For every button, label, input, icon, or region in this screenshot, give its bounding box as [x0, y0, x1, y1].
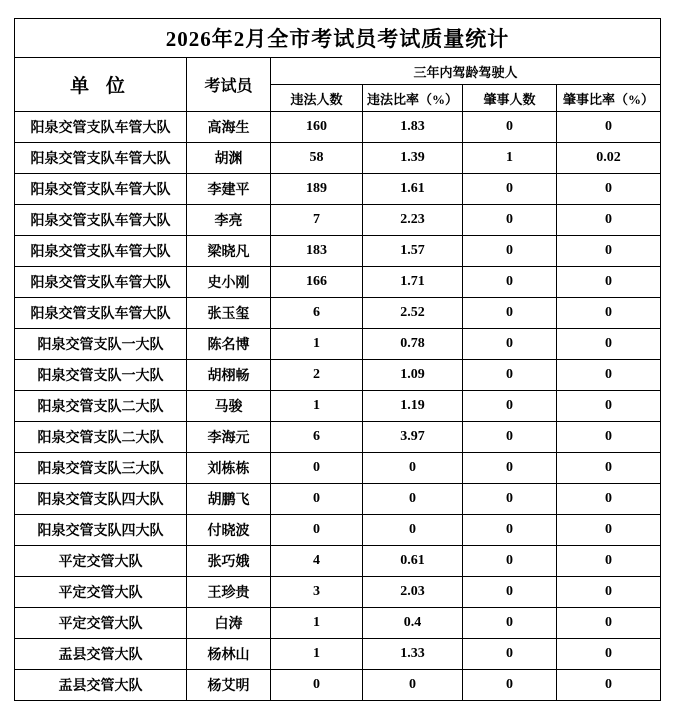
- cell-violation-count: 3: [271, 577, 363, 608]
- table-body: [15, 19, 661, 701]
- cell-violation-rate: 1.57: [363, 236, 463, 267]
- cell-accident-count: 0: [463, 236, 557, 267]
- cell-violation-count: 2: [271, 360, 363, 391]
- table-row: [15, 453, 661, 484]
- cell-accident-rate: 0: [557, 484, 661, 515]
- cell-violation-rate: 1.39: [363, 143, 463, 174]
- cell-examiner: 张玉玺: [187, 298, 271, 329]
- cell-accident-rate: 0: [557, 360, 661, 391]
- cell-accident-count: 0: [463, 422, 557, 453]
- cell-violation-rate: 1.09: [363, 360, 463, 391]
- cell-violation-count: 0: [271, 484, 363, 515]
- cell-accident-rate: 0: [557, 608, 661, 639]
- table-row: [15, 236, 661, 267]
- cell-violation-count: 0: [271, 515, 363, 546]
- cell-violation-rate: 2.23: [363, 205, 463, 236]
- cell-unit: 阳泉交管支队四大队: [15, 515, 187, 546]
- cell-unit: 平定交管大队: [15, 546, 187, 577]
- cell-accident-rate: 0: [557, 236, 661, 267]
- table-row: [15, 267, 661, 298]
- cell-violation-count: 1: [271, 608, 363, 639]
- cell-accident-count: 0: [463, 515, 557, 546]
- cell-violation-count: 183: [271, 236, 363, 267]
- column-header-accident-count: 肇事人数: [463, 85, 557, 112]
- cell-accident-rate: 0: [557, 639, 661, 670]
- cell-violation-count: 160: [271, 112, 363, 143]
- column-group-header: 三年内驾龄驾驶人: [271, 58, 661, 85]
- cell-accident-count: 0: [463, 577, 557, 608]
- cell-violation-count: 166: [271, 267, 363, 298]
- cell-examiner: 李建平: [187, 174, 271, 205]
- cell-unit: 盂县交管大队: [15, 670, 187, 701]
- cell-accident-rate: 0: [557, 391, 661, 422]
- table-row: [15, 329, 661, 360]
- cell-accident-count: 0: [463, 639, 557, 670]
- cell-unit: 平定交管大队: [15, 608, 187, 639]
- cell-accident-rate: 0: [557, 267, 661, 298]
- cell-accident-count: 0: [463, 329, 557, 360]
- column-header-violation-rate: 违法比率（%）: [363, 85, 463, 112]
- table-row: [15, 670, 661, 701]
- table-row: [15, 174, 661, 205]
- cell-unit: 阳泉交管支队二大队: [15, 391, 187, 422]
- cell-violation-count: 1: [271, 639, 363, 670]
- cell-unit: 盂县交管大队: [15, 639, 187, 670]
- cell-examiner: 胡栩畅: [187, 360, 271, 391]
- table-row: [15, 577, 661, 608]
- cell-violation-count: 1: [271, 329, 363, 360]
- table-row: [15, 112, 661, 143]
- cell-accident-count: 0: [463, 298, 557, 329]
- cell-unit: 阳泉交管支队车管大队: [15, 174, 187, 205]
- cell-accident-count: 0: [463, 608, 557, 639]
- cell-violation-rate: 1.71: [363, 267, 463, 298]
- cell-violation-rate: 1.83: [363, 112, 463, 143]
- cell-accident-count: 0: [463, 391, 557, 422]
- cell-violation-rate: 1.19: [363, 391, 463, 422]
- table-row: [15, 484, 661, 515]
- cell-examiner: 杨林山: [187, 639, 271, 670]
- cell-examiner: 杨艾明: [187, 670, 271, 701]
- cell-violation-count: 58: [271, 143, 363, 174]
- cell-violation-count: 189: [271, 174, 363, 205]
- cell-violation-rate: 0: [363, 484, 463, 515]
- cell-violation-rate: 1.61: [363, 174, 463, 205]
- cell-examiner: 高海生: [187, 112, 271, 143]
- cell-accident-rate: 0: [557, 453, 661, 484]
- table-row: [15, 205, 661, 236]
- cell-accident-count: 0: [463, 484, 557, 515]
- cell-violation-count: 1: [271, 391, 363, 422]
- cell-examiner: 王珍贵: [187, 577, 271, 608]
- cell-accident-rate: 0: [557, 112, 661, 143]
- cell-examiner: 胡渊: [187, 143, 271, 174]
- cell-accident-rate: 0: [557, 670, 661, 701]
- cell-examiner: 马骏: [187, 391, 271, 422]
- cell-unit: 阳泉交管支队车管大队: [15, 236, 187, 267]
- cell-accident-rate: 0: [557, 298, 661, 329]
- cell-unit: 阳泉交管支队四大队: [15, 484, 187, 515]
- cell-violation-rate: 0: [363, 515, 463, 546]
- cell-examiner: 陈名博: [187, 329, 271, 360]
- table-row: [15, 143, 661, 174]
- cell-unit: 阳泉交管支队一大队: [15, 329, 187, 360]
- table-row: [15, 608, 661, 639]
- cell-examiner: 史小刚: [187, 267, 271, 298]
- cell-accident-count: 0: [463, 546, 557, 577]
- cell-violation-rate: 1.33: [363, 639, 463, 670]
- cell-accident-rate: 0: [557, 422, 661, 453]
- cell-violation-rate: 0.4: [363, 608, 463, 639]
- column-header-violation-count: 违法人数: [271, 85, 363, 112]
- cell-unit: 阳泉交管支队二大队: [15, 422, 187, 453]
- cell-unit: 阳泉交管支队三大队: [15, 453, 187, 484]
- cell-accident-count: 0: [463, 360, 557, 391]
- table-row: [15, 298, 661, 329]
- cell-accident-count: 0: [463, 174, 557, 205]
- cell-violation-count: 7: [271, 205, 363, 236]
- cell-accident-rate: 0: [557, 546, 661, 577]
- cell-violation-count: 0: [271, 453, 363, 484]
- cell-violation-rate: 3.97: [363, 422, 463, 453]
- cell-violation-rate: 2.03: [363, 577, 463, 608]
- cell-accident-count: 1: [463, 143, 557, 174]
- cell-examiner: 胡鹏飞: [187, 484, 271, 515]
- cell-examiner: 李亮: [187, 205, 271, 236]
- cell-unit: 阳泉交管支队车管大队: [15, 112, 187, 143]
- statistics-table: [14, 18, 661, 701]
- cell-examiner: 梁晓凡: [187, 236, 271, 267]
- cell-accident-count: 0: [463, 670, 557, 701]
- cell-violation-rate: 2.52: [363, 298, 463, 329]
- cell-unit: 阳泉交管支队车管大队: [15, 298, 187, 329]
- cell-accident-rate: 0: [557, 515, 661, 546]
- column-header-unit: 单 位: [15, 58, 187, 112]
- cell-accident-count: 0: [463, 267, 557, 298]
- cell-violation-count: 6: [271, 298, 363, 329]
- cell-accident-count: 0: [463, 453, 557, 484]
- column-header-accident-rate: 肇事比率（%）: [557, 85, 661, 112]
- cell-accident-rate: 0.02: [557, 143, 661, 174]
- cell-accident-count: 0: [463, 205, 557, 236]
- cell-examiner: 张巧娥: [187, 546, 271, 577]
- cell-violation-rate: 0: [363, 453, 463, 484]
- table-row: [15, 515, 661, 546]
- cell-unit: 阳泉交管支队一大队: [15, 360, 187, 391]
- cell-unit: 平定交管大队: [15, 577, 187, 608]
- cell-accident-rate: 0: [557, 205, 661, 236]
- cell-unit: 阳泉交管支队车管大队: [15, 143, 187, 174]
- cell-unit: 阳泉交管支队车管大队: [15, 205, 187, 236]
- table-row: [15, 546, 661, 577]
- cell-accident-rate: 0: [557, 577, 661, 608]
- table-row: [15, 360, 661, 391]
- group-header-row: [15, 58, 661, 85]
- cell-examiner: 付晓波: [187, 515, 271, 546]
- cell-unit: 阳泉交管支队车管大队: [15, 267, 187, 298]
- table-row: [15, 639, 661, 670]
- table-row: [15, 422, 661, 453]
- cell-examiner: 刘栋栋: [187, 453, 271, 484]
- cell-examiner: 李海元: [187, 422, 271, 453]
- cell-violation-rate: 0.78: [363, 329, 463, 360]
- cell-examiner: 白涛: [187, 608, 271, 639]
- table-row: [15, 391, 661, 422]
- cell-accident-count: 0: [463, 112, 557, 143]
- cell-accident-rate: 0: [557, 329, 661, 360]
- cell-violation-count: 4: [271, 546, 363, 577]
- cell-violation-rate: 0: [363, 670, 463, 701]
- cell-violation-rate: 0.61: [363, 546, 463, 577]
- cell-accident-rate: 0: [557, 174, 661, 205]
- column-header-examiner: 考试员: [187, 58, 271, 112]
- title-row: [15, 19, 661, 58]
- cell-violation-count: 6: [271, 422, 363, 453]
- page-title: 2026年2月全市考试员考试质量统计: [15, 19, 661, 58]
- cell-violation-count: 0: [271, 670, 363, 701]
